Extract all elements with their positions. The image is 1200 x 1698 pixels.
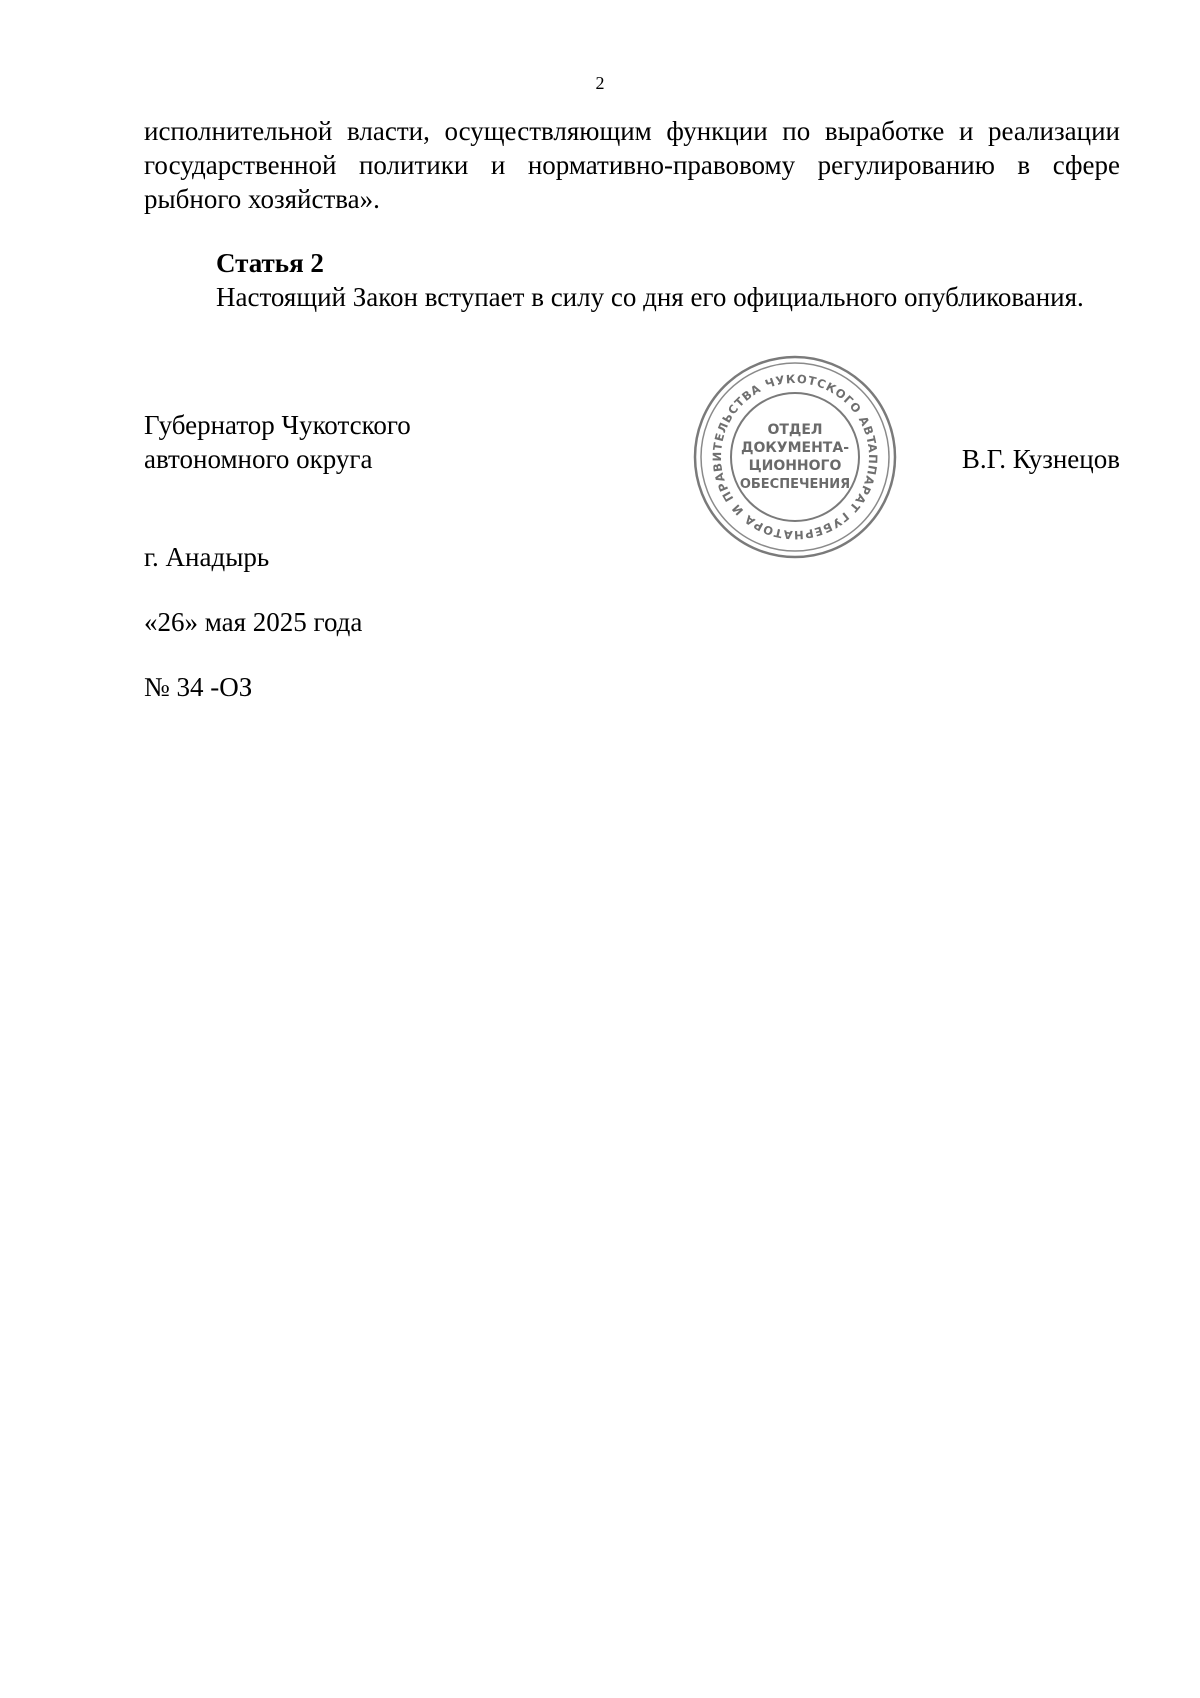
document-place: г. Анадырь xyxy=(144,542,270,572)
signatory-position-line: Губернатор Чукотского xyxy=(144,410,411,440)
page-number: 2 xyxy=(595,73,605,93)
signatory-position xyxy=(144,408,411,476)
stamp-ring-text: АППАРАТ ГУБЕРНАТОРА И ПРАВИТЕЛЬСТВА ЧУКОТСКОГО АВТ xyxy=(709,371,881,543)
paragraph-line: государственной политики и нормативно-правовому регулированию в сфере xyxy=(144,150,1120,180)
stamp-center-line: ОБЕСПЕЧЕНИЯ xyxy=(739,477,851,492)
paragraph-line: исполнительной власти, осуществляющим функции по выработке и реализации xyxy=(144,116,1120,146)
paragraph-line: рыбного хозяйства». xyxy=(144,184,380,214)
document-number: № 34 -ОЗ xyxy=(144,672,253,702)
article-title: Статья 2 xyxy=(216,248,324,278)
stamp-center-line: ЦИОННОГО xyxy=(748,458,842,474)
document-date: «26» мая 2025 года xyxy=(144,607,363,637)
article-text: Настоящий Закон вступает в силу со дня его официального опубликования. xyxy=(216,282,1084,312)
signatory-position-line: автономного округа xyxy=(144,444,373,474)
signatory-name: В.Г. Кузнецов xyxy=(961,444,1120,474)
stamp-seal-icon xyxy=(690,352,900,562)
official-stamp xyxy=(690,352,900,562)
body-paragraph xyxy=(144,114,1120,216)
stamp-center-line: ОТДЕЛ xyxy=(767,422,823,438)
stamp-center-line: ДОКУМЕНТА- xyxy=(740,440,850,456)
